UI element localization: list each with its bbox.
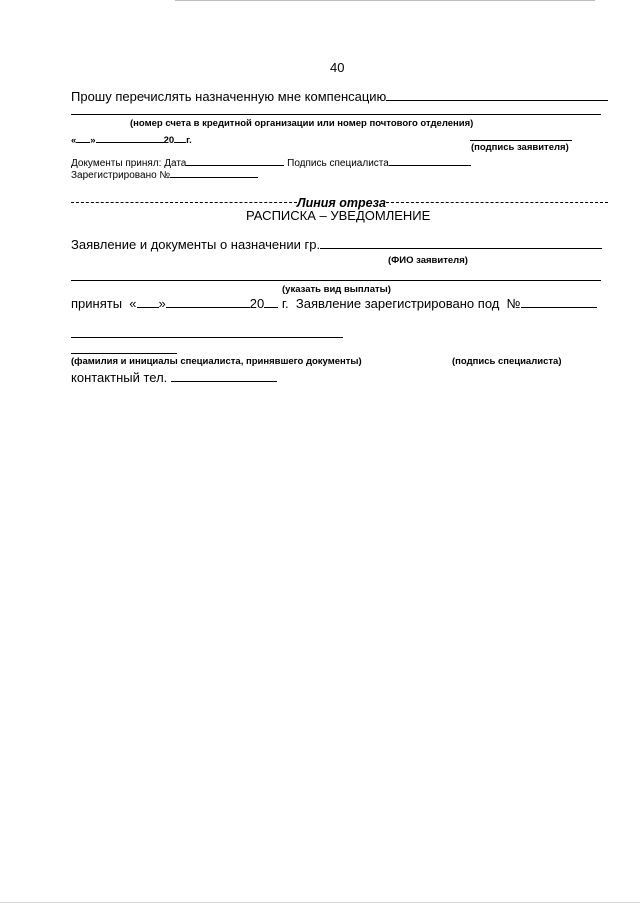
docs-accepted-row: Документы принял: Дата Подпись специалиста [71,155,471,169]
specialist-signature-caption: (подпись специалиста) [452,356,562,367]
page-number: 40 [330,60,345,75]
receipt-year-blank[interactable] [264,297,278,308]
day-blank[interactable] [76,132,90,143]
applicant-name-blank[interactable] [320,238,602,249]
specialist-short-line[interactable] [71,353,177,354]
cut-line: Линия отреза [71,197,608,210]
scan-edge-top [175,0,595,1]
accepted-row: приняты « » 20 г. Заявление зарегистрировано под № [71,297,597,310]
applicant-signature-line[interactable] [470,140,572,141]
application-row: Заявление и документы о назначении гр. [71,238,602,251]
month-blank[interactable] [96,132,164,143]
receipt-registration-number-blank[interactable] [521,297,597,308]
receipt-month-blank[interactable] [166,297,250,308]
payment-type-caption: (указать вид выплаты) [282,284,391,295]
specialist-name-line[interactable] [71,337,343,338]
contact-phone-row: контактный тел. [71,371,277,384]
registered-row: Зарегистрировано № [71,167,258,181]
receipt-title: РАСПИСКА – УВЕДОМЛЕНИЕ [246,208,431,223]
compensation-request-text: Прошу перечислять назначенную мне компенсацию [71,90,608,103]
account-line[interactable] [71,114,601,115]
payment-type-line[interactable] [71,280,601,281]
cut-line-dashes-right [386,202,608,203]
cut-line-dashes-left [71,202,297,203]
account-caption: (номер счета в кредитной организации или номер почтового отделения) [130,118,474,129]
accepted-date-blank[interactable] [186,155,284,166]
specialist-signature-blank[interactable] [389,155,471,166]
specialist-name-caption: (фамилия и инициалы специалиста, принявшего документы) [71,356,362,367]
receipt-day-blank[interactable] [137,297,159,308]
registration-number-blank[interactable] [170,167,258,178]
scan-edge-bottom [0,902,640,903]
applicant-signature-caption: (подпись заявителя) [471,142,569,153]
request-date: « » 20 г. [71,132,192,146]
account-blank[interactable] [386,90,608,101]
fio-caption: (ФИО заявителя) [388,255,468,266]
contact-phone-blank[interactable] [171,371,277,382]
year-blank[interactable] [174,132,186,143]
